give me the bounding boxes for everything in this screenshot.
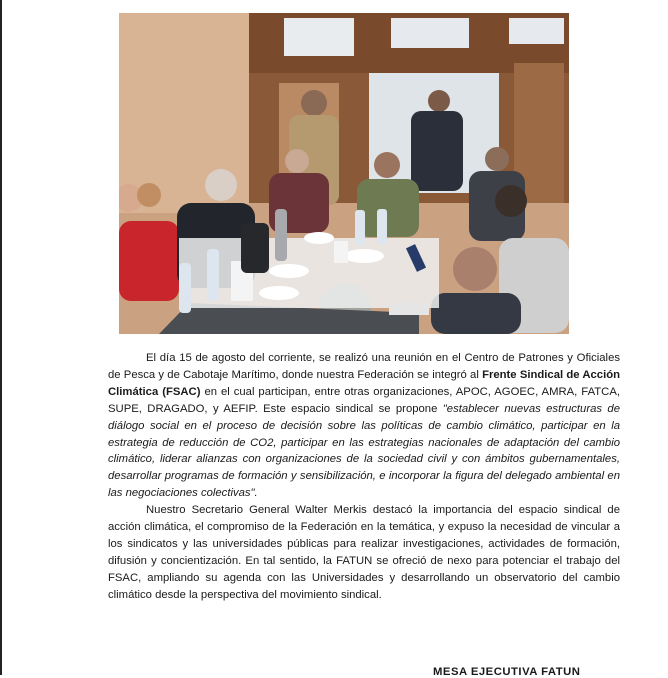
article-paragraph-1 [108, 350, 620, 502]
page-left-edge [0, 0, 2, 675]
fsac-objectives-quote: "establecer nuevas estructuras de diálogo social en el proceso de decisión sobre las políticas de cambio climático, participar en la estrategia de reducción de CO2, participar en las estrategias nacionales de adaptación del cambio climático, liderar alianzas con organizaciones de la sociedad civil y con ámbitos gubernamentales, desarrollar programas de formación y sensibilización, e incorporar la figura del delegado ambiental en las negociaciones colectivas". [108, 402, 621, 500]
article-paragraph-2: Nuestro Secretario General Walter Merkis destacó la importancia del espacio sindical de acción climática, el compromiso de la Federación en la temática, y expuso la necesidad de vincular a los sindicatos y las universidades públicas para realizar investigaciones, actividades de formación, difusión y concientización. En tal sentido, la FATUN se ofreció de nexo para potenciar el trabajo del FSAC, ampliando su agenda con las Universidades y desarrollando un observatorio del cambio climático desde la perspectiva del movimiento sindical. [108, 504, 620, 601]
meeting-photo [119, 13, 569, 334]
fsac-name: Frente Sindical de Acción Climática (FSAC) [108, 368, 621, 398]
signature-line: MESA EJECUTIVA FATUN [433, 666, 581, 678]
article-body [108, 350, 620, 604]
paragraph-1-intro: El día 15 de agosto del corriente, se realizó una reunión en el Centro de Patrones y Oficiales de Pesca y de Cabotaje Marítimo, donde nuestra Federación se integró al [108, 352, 620, 381]
meeting-photo-illustration [119, 13, 569, 334]
paragraph-1-members: en el cual participan, entre otras organizaciones, APOC, AGOEC, AMRA, FATCA, SUPE, DRAGADO, y AEFIP. Este espacio sindical se propone [108, 385, 620, 415]
